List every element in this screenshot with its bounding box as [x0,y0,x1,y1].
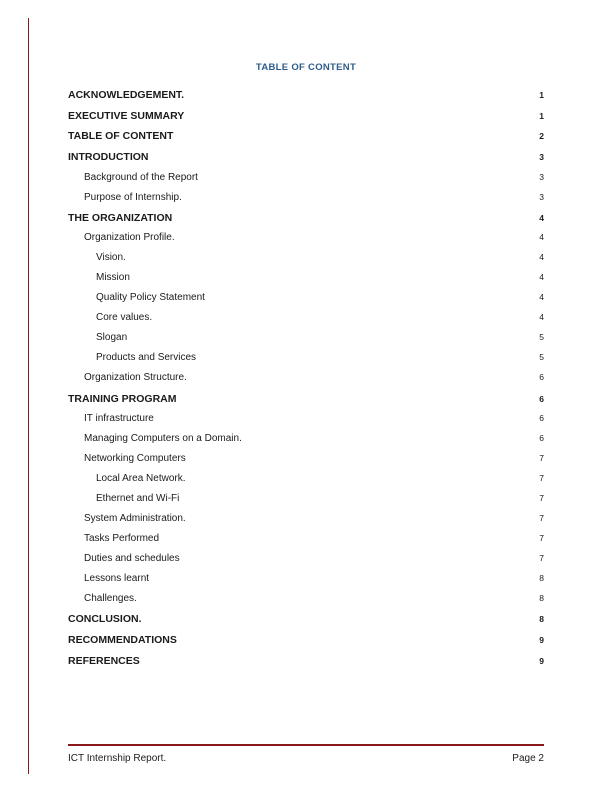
toc-entry[interactable] [68,409,544,429]
toc-entry-page: 8 [539,614,544,625]
toc-entry[interactable] [68,529,544,549]
toc-entry-label: System Administration. [84,513,186,525]
toc-entry[interactable] [68,549,544,569]
toc-entry-page: 4 [539,232,544,243]
toc-entry[interactable] [68,208,544,229]
toc-entry-label: INTRODUCTION [68,151,149,164]
toc-entry[interactable] [68,268,544,288]
toc-entry[interactable] [68,368,544,388]
toc-entry-page: 7 [539,453,544,464]
toc-entry-page: 4 [539,272,544,283]
toc-entry-page: 3 [539,191,544,202]
toc-entry-page: 4 [539,252,544,263]
toc-entry-label: Background of the Report [84,171,198,183]
toc-entry[interactable] [68,188,544,208]
toc-entry-page: 7 [539,553,544,564]
toc-entry-label: Local Area Network. [96,473,186,485]
toc-entry-label: Mission [96,272,130,284]
toc-entry-page: 4 [539,212,544,223]
toc-entry[interactable] [68,85,544,106]
toc-entry[interactable] [68,308,544,328]
toc-entry[interactable] [68,126,544,147]
toc-entry-label: EXECUTIVE SUMMARY [68,109,185,122]
toc-entry-page: 1 [539,110,544,121]
toc-entry[interactable] [68,489,544,509]
toc-entry-page: 6 [539,393,544,404]
toc-entry-page: 7 [539,513,544,524]
toc-entry-label: Lessons learnt [84,573,150,585]
toc-entry-label: THE ORGANIZATION [68,211,173,224]
toc-entry-page: 9 [539,634,544,645]
toc-entry-label: Purpose of Internship. [84,191,182,203]
toc-entry[interactable] [68,630,544,651]
toc-entry-page: 3 [539,171,544,182]
toc-entry-page: 4 [539,312,544,323]
toc-entry[interactable] [68,328,544,348]
toc-entry[interactable] [68,469,544,489]
toc-entry-page: 2 [539,131,544,142]
toc-entry-label: Ethernet and Wi-Fi [96,493,180,505]
page-footer [68,744,544,764]
toc-entry-label: Tasks Performed [84,533,160,545]
toc-entry-page: 7 [539,473,544,484]
toc-entry[interactable] [68,589,544,609]
toc-entry-label: Organization Structure. [84,372,187,384]
toc-entry-label: RECOMMENDATIONS [68,633,177,646]
toc-entry-label: REFERENCES [68,654,140,667]
toc-entry-label: Slogan [96,332,128,344]
toc-entry-page: 8 [539,573,544,584]
toc-entry[interactable] [68,248,544,268]
toc-entry-page: 5 [539,352,544,363]
toc-entry-label: CONCLUSION. [68,613,142,626]
toc-entry-label: Duties and schedules [84,553,180,565]
page-left-rule [28,18,29,774]
toc-entry-label: Challenges. [84,593,137,605]
toc-entry-label: ACKNOWLEDGEMENT. [68,89,185,102]
toc-entry[interactable] [68,147,544,168]
footer-divider [68,744,544,746]
toc-entry[interactable] [68,429,544,449]
toc-entry[interactable] [68,388,544,409]
toc-entry[interactable] [68,509,544,529]
toc-entry-label: Organization Profile. [84,232,175,244]
toc-entry[interactable] [68,449,544,469]
toc-entry[interactable] [68,288,544,308]
toc-entry-page: 7 [539,533,544,544]
toc-entry[interactable] [68,228,544,248]
toc-entry-label: Networking Computers [84,453,186,465]
toc-entry[interactable] [68,609,544,630]
toc-entry-page: 9 [539,655,544,666]
toc-entry-label: TRAINING PROGRAM [68,392,177,405]
toc-entry[interactable] [68,106,544,127]
toc-entry-label: IT infrastructure [84,413,154,425]
toc-entry[interactable] [68,348,544,368]
toc-entry-page: 6 [539,433,544,444]
toc-entry-page: 4 [539,292,544,303]
toc-entry[interactable] [68,651,544,672]
toc-entry-page: 6 [539,372,544,383]
footer-left-text: ICT Internship Report. [68,753,167,764]
footer-page-number: Page 2 [512,753,544,764]
toc-entry-page: 5 [539,332,544,343]
toc-entry-page: 3 [539,152,544,163]
toc-entry-page: 7 [539,493,544,504]
toc-entry-label: TABLE OF CONTENT [68,130,174,143]
toc-entry-page: 1 [539,90,544,101]
toc-entry-page: 6 [539,413,544,424]
toc-entry-label: Quality Policy Statement [96,292,205,304]
table-of-contents [68,62,544,671]
toc-entry-list [68,85,544,671]
toc-entry-label: Core values. [96,312,153,324]
toc-entry[interactable] [68,569,544,589]
toc-entry-label: Products and Services [96,352,197,364]
toc-entry[interactable] [68,168,544,188]
page-title: TABLE OF CONTENT [255,62,357,73]
toc-entry-label: Managing Computers on a Domain. [84,433,242,445]
toc-entry-page: 8 [539,593,544,604]
toc-entry-label: Vision. [96,252,126,264]
